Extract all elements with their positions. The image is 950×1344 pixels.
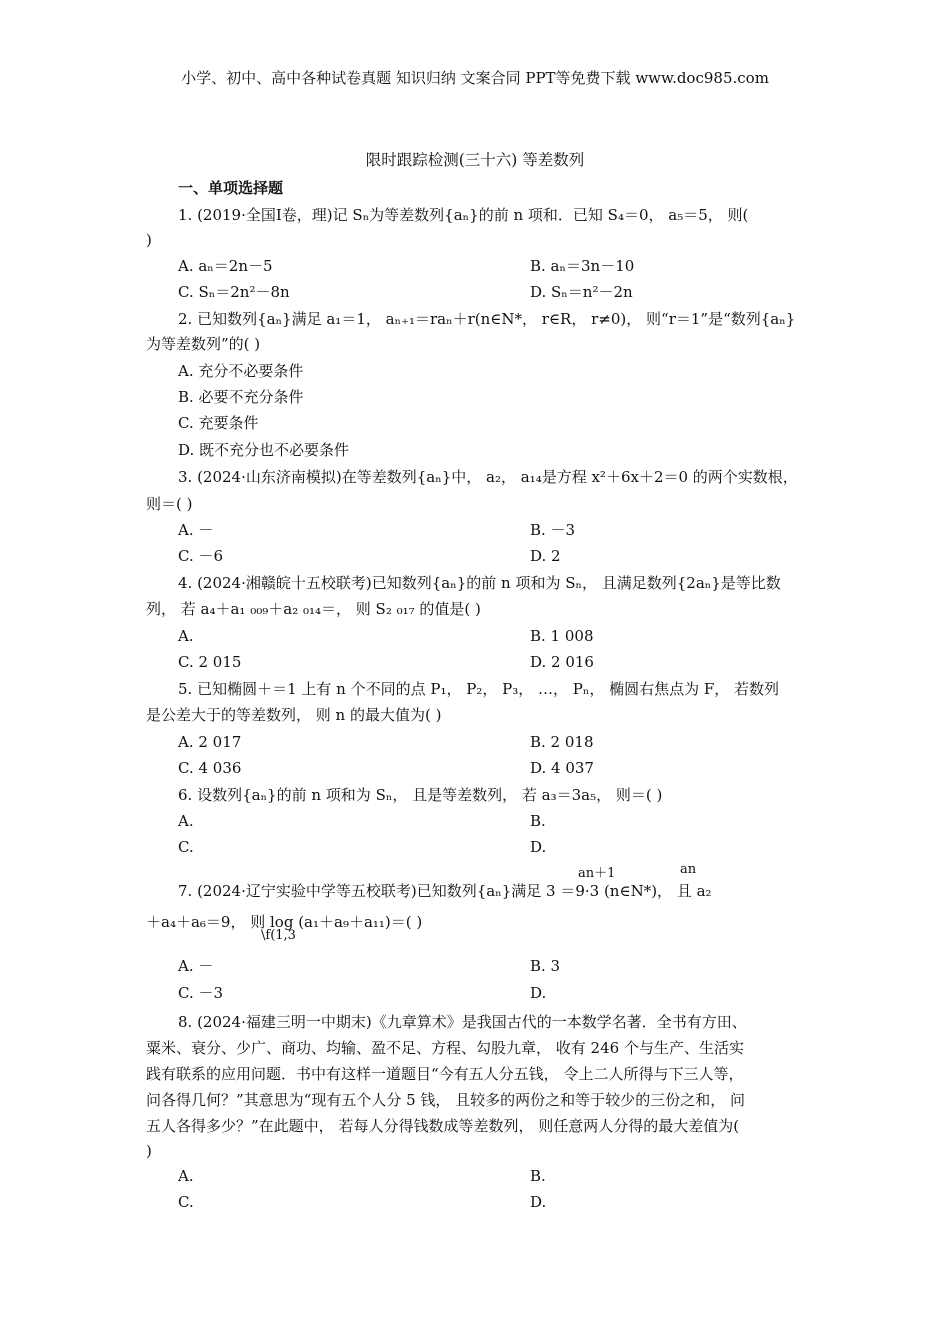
question-8-line-6: ) [146,1142,152,1160]
q2-option-c: C. 充要条件 [178,414,259,432]
q6-option-d: D. [530,838,547,856]
q5-option-b: B. 2 018 [530,733,594,751]
q3-option-c: C. －6 [178,547,224,565]
question-1-line-1: 1. (2019·全国Ⅰ卷，理)记 Sₙ为等差数列{aₙ}的前 n 项和．已知 S₄＝0， a₅＝5， 则( [178,206,749,224]
q7-option-b: B. 3 [530,957,561,975]
question-1-line-2: ) [146,231,152,249]
q8-option-d: D. [530,1193,547,1211]
q5-option-a: A. 2 017 [178,733,242,751]
q4-option-d: D. 2 016 [530,653,594,671]
q8-option-b: B. [530,1167,546,1185]
page-header: 小学、初中、高中各种试卷真题 知识归纳 文案合同 PPT等免费下载 www.doc985.com [181,69,769,87]
q7-exponent-2: an [680,862,697,877]
q7-option-c: C. －3 [178,984,224,1002]
q6-option-b: B. [530,812,546,830]
question-7-line-1: 7. (2024·辽宁实验中学等五校联考)已知数列{aₙ}满足 3 ＝9·3 (n∈N*)， 且 a₂ [178,882,712,900]
q8-option-c: C. [178,1193,194,1211]
q1-option-a: A. aₙ＝2n－5 [178,257,273,275]
question-8-line-3: 践有联系的应用问题．书中有这样一道题目“今有五人分五钱， 令上二人所得与下三人等， [146,1065,744,1083]
section-heading: 一、单项选择题 [178,179,284,197]
q2-option-b: B. 必要不充分条件 [178,388,304,406]
question-2-line-1: 2. 已知数列{aₙ}满足 a₁＝1， aₙ₊₁＝raₙ＋r(n∈N*， r∈R， r≠0)， 则“r＝1”是“数列{aₙ} [178,310,796,328]
q1-option-b: B. aₙ＝3n－10 [530,257,635,275]
q6-option-a: A. [178,812,194,830]
question-7-line-2: ＋a₄＋a₆＝9， 则 log (a₁＋a₉＋a₁₁)＝( ) [146,913,423,931]
question-3-line-1: 3. (2024·山东济南模拟)在等差数列{aₙ}中， a₂， a₁₄是方程 x²＋6x＋2＝0 的两个实数根， [178,468,798,486]
q2-option-a: A. 充分不必要条件 [178,362,304,380]
question-4-line-2: 列， 若 a₄＋a₁ ₀₀₉＋a₂ ₀₁₄＝， 则 S₂ ₀₁₇ 的值是( ) [146,600,481,618]
question-8-line-5: 五人各得多少？”在此题中， 若每人分得钱数成等差数列， 则任意两人分得的最大差值为( [146,1117,740,1135]
q4-option-b: B. 1 008 [530,627,594,645]
q5-option-c: C. 4 036 [178,759,242,777]
q4-option-c: C. 2 015 [178,653,242,671]
q7-log-base: \f(1,3 [261,928,296,943]
q1-option-d: D. Sₙ＝n²－2n [530,283,633,301]
page-title: 限时跟踪检测(三十六) 等差数列 [365,151,585,169]
q1-option-c: C. Sₙ＝2n²－8n [178,283,290,301]
question-8-line-4: 问各得几何？”其意思为“现有五个人分 5 钱， 且较多的两份之和等于较少的三份之和， 问 [146,1091,745,1109]
question-8-line-2: 粟米、衰分、少广、商功、均输、盈不足、方程、勾股九章， 收有 246 个与生产、生活实 [146,1039,744,1057]
question-2-line-2: 为等差数列”的( ) [146,335,261,353]
question-4-line-1: 4. (2024·湘赣皖十五校联考)已知数列{aₙ}的前 n 项和为 Sₙ， 且满足数列{2aₙ}是等比数 [178,574,781,592]
question-6-line-1: 6. 设数列{aₙ}的前 n 项和为 Sₙ， 且是等差数列， 若 a₃＝3a₅， 则＝( ) [178,786,663,804]
q3-option-d: D. 2 [530,547,561,565]
q6-option-c: C. [178,838,194,856]
q4-option-a: A. [178,627,194,645]
question-5-line-2: 是公差大于的等差数列， 则 n 的最大值为( ) [146,706,442,724]
q7-exponent-1: an＋1 [578,866,616,881]
q8-option-a: A. [178,1167,194,1185]
q2-option-d: D. 既不充分也不必要条件 [178,441,350,459]
question-5-line-1: 5. 已知椭圆＋＝1 上有 n 个不同的点 P₁， P₂， P₃， …， Pₙ， 椭圆右焦点为 F， 若数列 [178,680,780,698]
q3-option-a: A. － [178,521,214,539]
q7-option-d: D. [530,984,547,1002]
question-8-line-1: 8. (2024·福建三明一中期末)《九章算术》是我国古代的一本数学名著．全书有方田、 [178,1013,747,1031]
question-3-line-2: 则＝( ) [146,495,193,513]
q3-option-b: B. －3 [530,521,576,539]
q5-option-d: D. 4 037 [530,759,594,777]
q7-option-a: A. － [178,957,214,975]
